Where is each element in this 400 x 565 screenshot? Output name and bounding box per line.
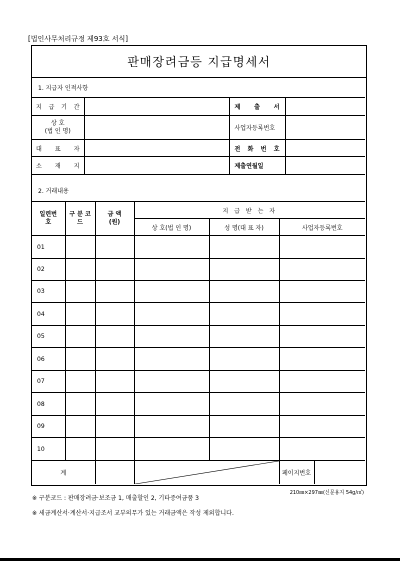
payer-info-table xyxy=(32,97,365,175)
cell-code[interactable] xyxy=(65,416,95,438)
cell-reg-no[interactable] xyxy=(279,303,365,326)
document-title: 판매장려금등 지급명세서 xyxy=(32,46,366,78)
cell-trade-name[interactable] xyxy=(134,416,209,438)
value-submit-date[interactable] xyxy=(285,157,365,175)
form-code: [법인사무처리규정 제93호 서식] xyxy=(28,35,128,43)
paper-size: 210㎜×297㎜(신문용지 54g/㎡) xyxy=(289,490,364,496)
header-trade-name: 상 호(법 인 명) xyxy=(134,219,209,236)
cell-amount[interactable] xyxy=(95,348,134,371)
cell-amount[interactable] xyxy=(95,303,134,326)
header-amount-unit: (원) xyxy=(108,218,121,226)
cell-reg-no[interactable] xyxy=(279,371,365,393)
row-serial: 06 xyxy=(32,348,65,371)
transaction-header-top xyxy=(32,202,365,219)
cell-code[interactable] xyxy=(65,281,95,303)
cell-reg-no[interactable] xyxy=(279,236,365,259)
page-number-label: 페이지번호 xyxy=(280,461,315,484)
label-trade-name-main: 상 호 xyxy=(51,119,65,127)
page-number-value[interactable] xyxy=(315,461,366,484)
table-row xyxy=(32,326,365,348)
cell-reg-no[interactable] xyxy=(279,281,365,303)
row-serial: 09 xyxy=(32,416,65,438)
section2-label: 2. 거래내용 xyxy=(38,188,69,195)
cell-rep-name[interactable] xyxy=(209,371,279,393)
row-serial: 05 xyxy=(32,326,65,348)
cell-amount[interactable] xyxy=(95,281,134,303)
diagonal-line xyxy=(135,461,279,484)
total-crossed-cell xyxy=(134,461,279,485)
transaction-table xyxy=(32,201,365,484)
table-row xyxy=(32,236,365,259)
label-period: 지 급 기 간 xyxy=(32,98,84,116)
value-trade-name[interactable] xyxy=(84,116,229,140)
row-serial: 08 xyxy=(32,393,65,416)
value-biz-reg-no[interactable] xyxy=(285,116,365,140)
label-address: 소 재 지 xyxy=(32,157,84,175)
cell-rep-name[interactable] xyxy=(209,438,279,461)
cell-code[interactable] xyxy=(65,259,95,281)
cell-code[interactable] xyxy=(65,303,95,326)
label-trade-name-sub: (법 인 명) xyxy=(44,127,71,135)
table-row xyxy=(32,393,365,416)
cell-code[interactable] xyxy=(65,236,95,259)
value-representative[interactable] xyxy=(84,140,229,157)
header-recipient: 지 급 받 는 자 xyxy=(134,202,365,219)
cell-trade-name[interactable] xyxy=(134,281,209,303)
page-bottom-border xyxy=(0,558,400,561)
cell-reg-no[interactable] xyxy=(279,326,365,348)
label-submit-date: 제출연월일 xyxy=(229,157,285,175)
total-row xyxy=(32,461,365,485)
row-serial: 02 xyxy=(32,259,65,281)
label-representative: 대 표 자 xyxy=(32,140,84,157)
cell-rep-name[interactable] xyxy=(209,348,279,371)
cell-amount[interactable] xyxy=(95,371,134,393)
value-submit-office[interactable] xyxy=(285,98,365,116)
label-submit-office: 제 출 서 xyxy=(229,98,285,116)
header-code-text: 구 분 코 드 xyxy=(69,210,91,226)
header-reg-no: 사업자등록번호 xyxy=(279,219,365,236)
cell-code[interactable] xyxy=(65,438,95,461)
cell-reg-no[interactable] xyxy=(279,438,365,461)
header-rep-name: 성 명(대 표 자) xyxy=(209,219,279,236)
page-number-cell xyxy=(279,461,365,485)
cell-trade-name[interactable] xyxy=(134,303,209,326)
row-serial: 03 xyxy=(32,281,65,303)
cell-amount[interactable] xyxy=(95,416,134,438)
cell-amount[interactable] xyxy=(95,259,134,281)
cell-rep-name[interactable] xyxy=(209,236,279,259)
row-serial: 01 xyxy=(32,236,65,259)
cell-rep-name[interactable] xyxy=(209,393,279,416)
cell-trade-name[interactable] xyxy=(134,326,209,348)
note-classification-code: ※ 구분코드 : 판매장려금·보조금 1, 매출할인 2, 기타증여금품 3 xyxy=(32,495,199,502)
cell-reg-no[interactable] xyxy=(279,259,365,281)
header-serial-text: 일련번호 xyxy=(39,210,57,226)
value-phone[interactable] xyxy=(285,140,365,157)
table-row xyxy=(32,348,365,371)
header-amount xyxy=(95,202,134,236)
cell-trade-name[interactable] xyxy=(134,371,209,393)
cell-trade-name[interactable] xyxy=(134,236,209,259)
header-code xyxy=(65,202,95,236)
cell-trade-name[interactable] xyxy=(134,438,209,461)
cell-code[interactable] xyxy=(65,371,95,393)
row-serial: 04 xyxy=(32,303,65,326)
cell-trade-name[interactable] xyxy=(134,259,209,281)
cell-reg-no[interactable] xyxy=(279,416,365,438)
cell-amount[interactable] xyxy=(95,326,134,348)
row-serial: 07 xyxy=(32,371,65,393)
statement-sheet xyxy=(31,45,367,486)
page-number-box xyxy=(280,461,366,484)
cell-code[interactable] xyxy=(65,326,95,348)
table-row xyxy=(32,416,365,438)
value-period[interactable] xyxy=(84,98,229,116)
table-row xyxy=(32,371,365,393)
table-row xyxy=(32,281,365,303)
cell-code[interactable] xyxy=(65,348,95,371)
section1-label: 1. 지급자 인적사항 xyxy=(38,85,89,92)
payer-row-address xyxy=(32,157,365,175)
label-trade-name xyxy=(32,116,84,140)
cell-reg-no[interactable] xyxy=(279,393,365,416)
payer-row-representative xyxy=(32,140,365,157)
table-row xyxy=(32,438,365,461)
cell-rep-name[interactable] xyxy=(209,281,279,303)
table-row xyxy=(32,259,365,281)
value-address[interactable] xyxy=(84,157,229,175)
cell-amount[interactable] xyxy=(95,236,134,259)
total-label: 계 xyxy=(32,461,95,485)
payer-row-trade-name xyxy=(32,116,365,140)
label-biz-reg-no: 사업자등록번호 xyxy=(229,116,285,140)
cell-rep-name[interactable] xyxy=(209,259,279,281)
note-exclusion: ※ 세금계산서·계산서·지급조서 교부의무가 있는 거래금액은 작성 제외합니다. xyxy=(32,510,234,517)
cell-trade-name[interactable] xyxy=(134,348,209,371)
total-amount[interactable] xyxy=(95,461,134,485)
table-row xyxy=(32,303,365,326)
cell-trade-name[interactable] xyxy=(134,393,209,416)
cell-rep-name[interactable] xyxy=(209,303,279,326)
payer-row-period xyxy=(32,98,365,116)
cell-reg-no[interactable] xyxy=(279,348,365,371)
cell-amount[interactable] xyxy=(95,438,134,461)
cell-rep-name[interactable] xyxy=(209,416,279,438)
header-serial xyxy=(32,202,65,236)
cell-code[interactable] xyxy=(65,393,95,416)
row-serial: 10 xyxy=(32,438,65,461)
cell-rep-name[interactable] xyxy=(209,326,279,348)
label-phone: 전 화 번 호 xyxy=(229,140,285,157)
header-amount-text: 금 액 xyxy=(107,210,122,218)
cell-amount[interactable] xyxy=(95,393,134,416)
